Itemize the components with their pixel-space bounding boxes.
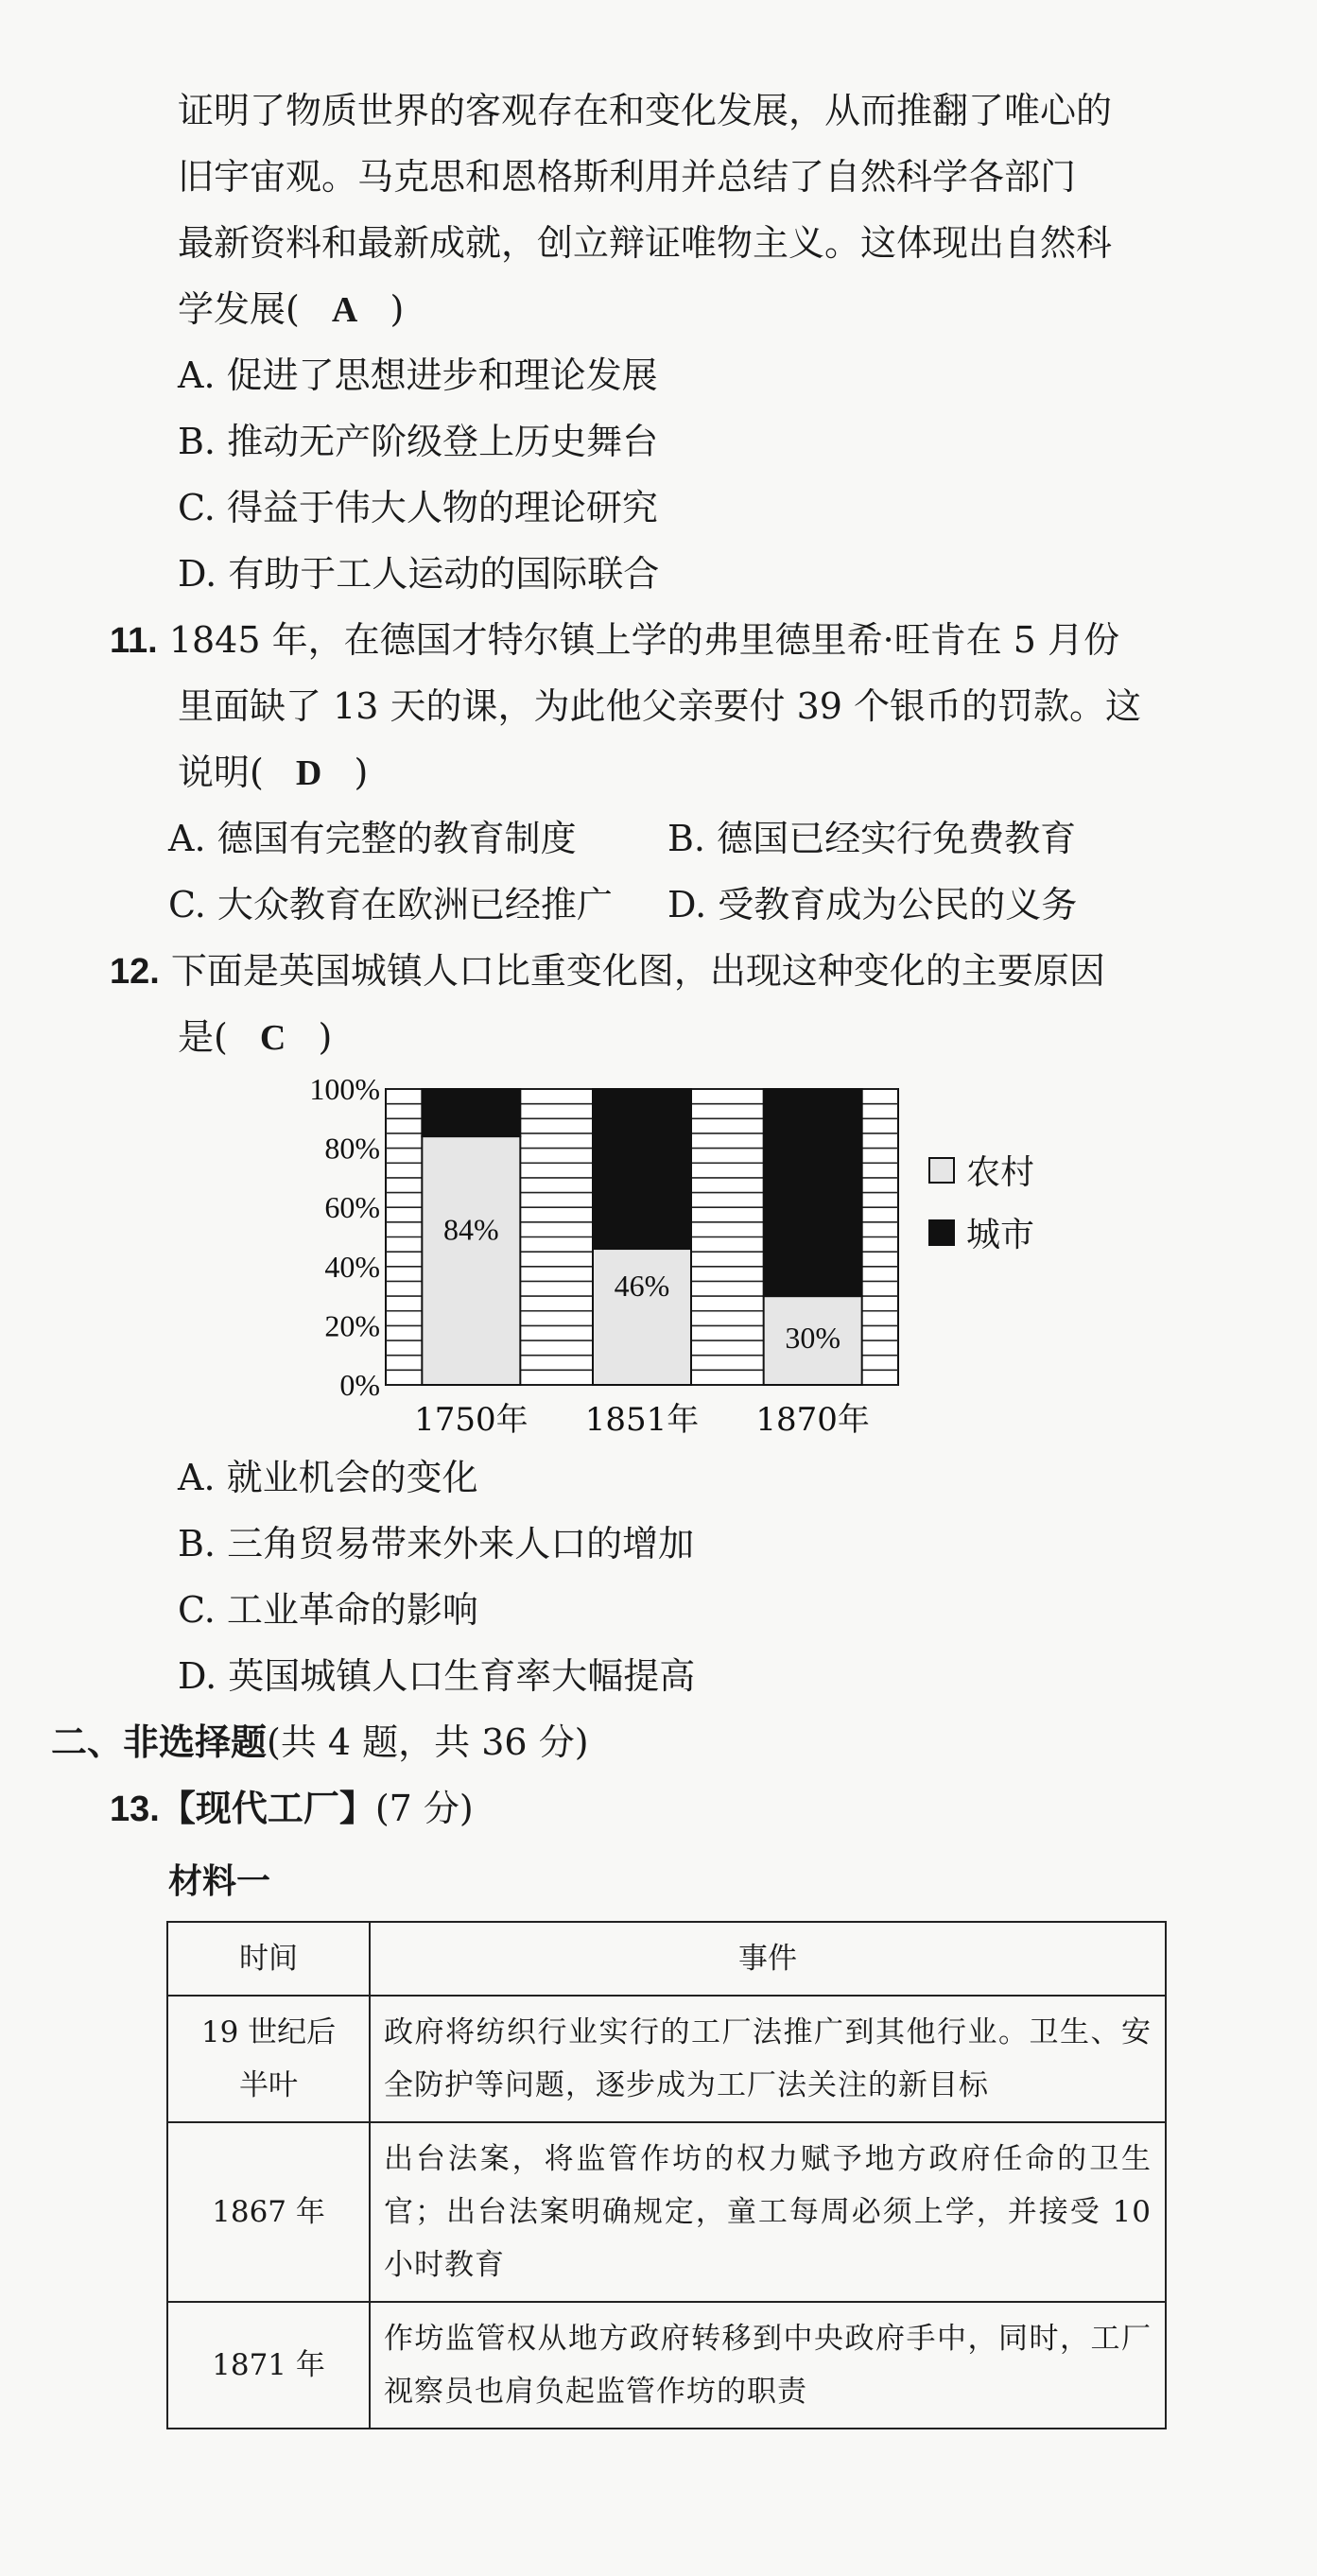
q10-option-a: A. 促进了思想进步和理论发展 [178,354,658,396]
y-tick-label: 0% [339,1368,380,1402]
q10-stem-prefix: 学发展( [178,288,300,330]
q11-option-d: D. 受教育成为公民的义务 [667,884,1078,925]
q12-stem-end [178,1013,332,1062]
q12-stem-suffix: ) [318,1016,333,1058]
y-tick-label: 20% [324,1308,380,1343]
q10-stem-suffix: ) [390,288,405,330]
y-tick-label: 80% [324,1131,380,1166]
data-label: 84% [443,1212,499,1247]
row-event: 作坊监管权从地方政府转移到中央政府手中，同时，工厂视察员也肩负起监管作坊的职责 [370,2302,1166,2429]
q13-title: 【现代工厂】 [159,1788,375,1829]
q12-option-d: D. 英国城镇人口生育率大幅提高 [178,1655,696,1697]
y-tick-label: 60% [324,1190,380,1225]
table-row [167,1996,1166,2122]
legend-rural [928,1146,1034,1194]
q12-stem-prefix: 是( [178,1016,228,1058]
q11-answer: D [295,753,322,793]
table-row [167,2122,1166,2302]
x-tick-label: 1851年 [584,1401,700,1439]
q11-option-c: C. 大众教育在欧洲已经推广 [168,884,613,925]
row-time: 1871 年 [167,2302,370,2429]
q12-number: 12. [110,952,160,992]
q10-option-d: D. 有助于工人运动的国际联合 [178,553,660,595]
row-time: 1867 年 [167,2122,370,2302]
q10-option-c: C. 得益于伟大人物的理论研究 [178,487,658,528]
legend-rural-swatch [928,1157,955,1184]
q10-option-b: B. 推动无产阶级登上历史舞台 [178,421,659,462]
data-label: 30% [785,1321,840,1356]
section-heading [51,1719,589,1766]
q10-text-line-3: 最新资料和最新成就，创立辩证唯物主义。这体现出自然科 [178,222,1113,264]
events-table [166,1921,1167,2429]
q12-text-1: 下面是英国城镇人口比重变化图，出现这种变化的主要原因 [170,950,1105,992]
row-event: 出台法案，将监管作坊的权力赋予地方政府任命的卫生官；出台法案明确规定，童工每周必须上学，并接受 10 小时教育 [370,2122,1166,2302]
q10-text-line-1: 证明了物质世界的客观存在和变化发展，从而推翻了唯心的 [178,90,1113,131]
q11-stem-suffix: ) [354,752,369,793]
q12-answer: C [259,1018,286,1058]
q11-text-1: 1845 年，在德国才特尔镇上学的弗里德里希·旺肯在 5 月份 [168,619,1120,661]
data-label: 46% [614,1269,670,1304]
q10-text-line-2: 旧宇宙观。马克思和恩格斯利用并总结了自然科学各部门 [178,156,1077,198]
q10-stem-end [178,285,404,334]
row-time [167,1996,370,2122]
q12-option-b: B. 三角贸易带来外来人口的增加 [178,1523,695,1565]
q11-option-b: B. 德国已经实行免费教育 [667,818,1077,859]
table-header-row [167,1922,1166,1996]
legend-urban-swatch [928,1219,955,1246]
bar-rural [422,1136,520,1385]
q11-option-a: A. 德国有完整的教育制度 [168,818,577,859]
row-time-line: 19 世纪后 [200,2015,337,2049]
bar-urban [593,1089,691,1249]
legend-urban-label: 城市 [966,1216,1035,1254]
q11-stem-end [178,749,368,797]
population-chart [284,1068,1059,1456]
header-event: 事件 [370,1922,1166,1996]
x-tick-label: 1750年 [414,1401,529,1439]
q13-number: 13. [110,1789,160,1829]
q13-points: (7 分) [374,1788,474,1829]
q11-stem-prefix: 说明( [178,752,264,793]
legend-urban [928,1208,1034,1256]
q11-number: 11. [110,621,158,661]
row-time-line: 半叶 [239,2068,298,2102]
x-tick-label: 1870年 [755,1401,870,1439]
q12-option-a: A. 就业机会的变化 [178,1457,478,1498]
y-tick-label: 40% [324,1249,380,1284]
q11-text-line-2: 里面缺了 13 天的课，为此他父亲要付 39 个银币的罚款。这 [178,685,1142,727]
table-row [167,2302,1166,2429]
material-label: 材料一 [168,1862,271,1901]
bar-urban [764,1089,862,1296]
q12-option-c: C. 工业革命的影响 [178,1589,478,1631]
legend-rural-label: 农村 [966,1153,1035,1192]
q12-line-1 [110,947,1105,995]
row-event: 政府将纺织行业实行的工厂法推广到其他行业。卫生、安全防护等问题，逐步成为工厂法关注的新目标 [370,1996,1166,2122]
y-tick-label: 100% [309,1072,380,1106]
q13-heading [110,1785,474,1833]
section-subtitle: (共 4 题，共 36 分) [267,1721,589,1763]
q10-answer: A [331,290,358,330]
header-time: 时间 [167,1922,370,1996]
bar-urban [422,1089,520,1136]
section-title: 二、非选择题 [51,1721,268,1763]
q11-line-1 [110,616,1119,665]
